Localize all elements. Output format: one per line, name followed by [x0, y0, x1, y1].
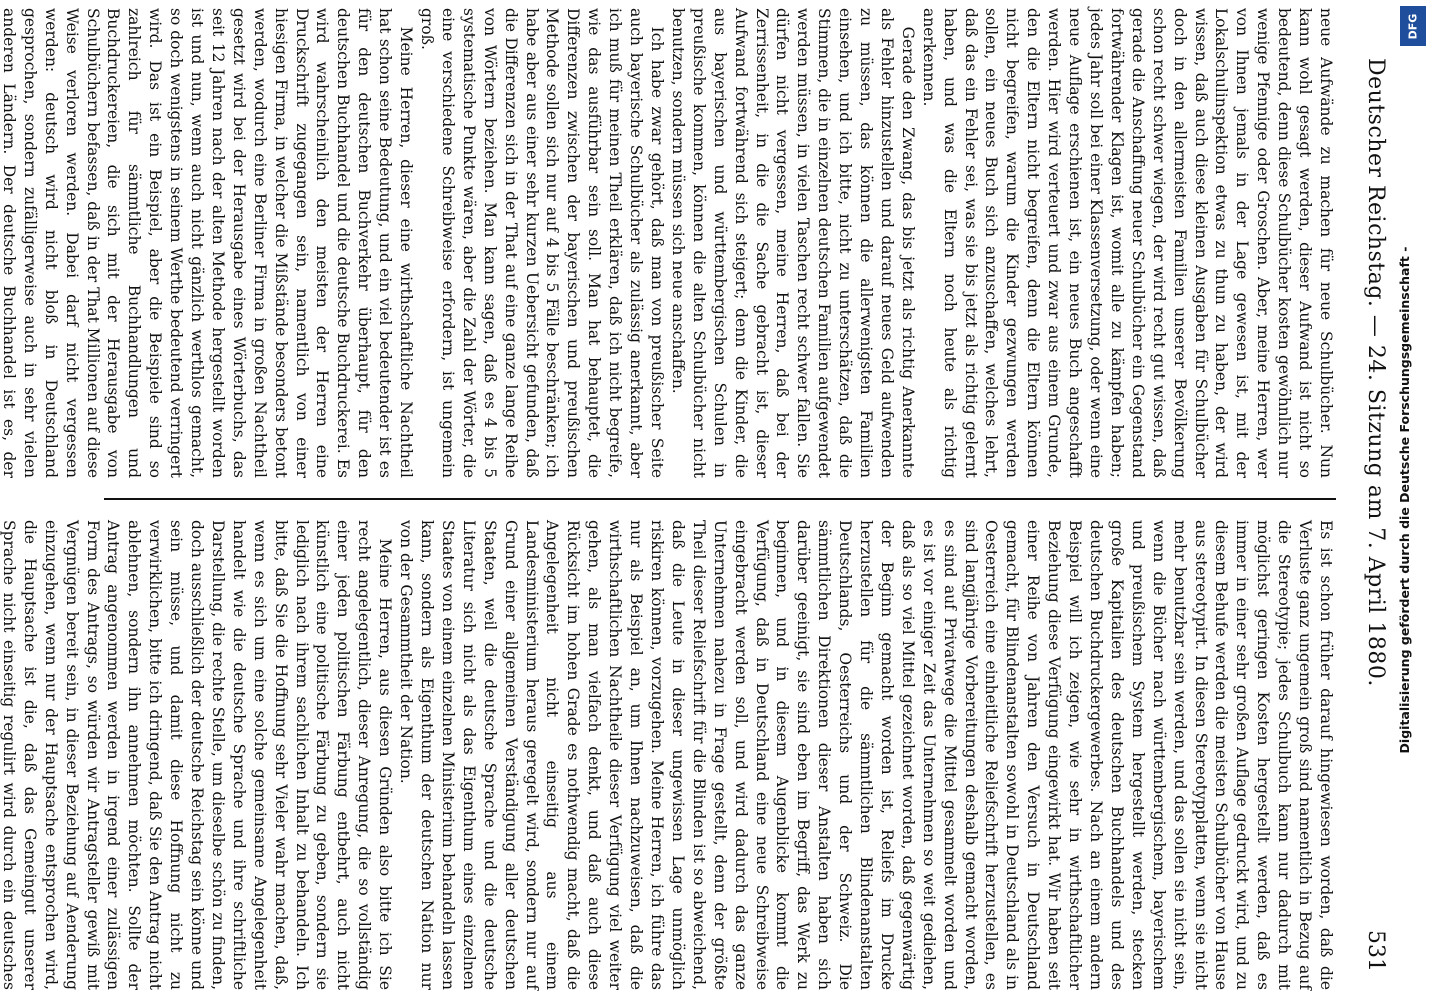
dfg-logo	[1400, 6, 1426, 46]
right-paragraph-2: Meine Herren, aus diesen Gründen also bitte ich Sie recht angelegentlich, dieser Anregung, die so vollständig einer jeden politischen Färbung entbehrt, auch nicht künstlich eine politische Färbung zu geben, sondern sie lediglich nach ihrem sachlichen Inhalt zu behandeln. Ich bitte, daß Sie die Hoffnung sehr Vieler wahr machen, daß, wenn es sich um eine solche gemeinsame Angelegenheit handelt wie die deutsche Sprache und ihre schriftliche Darstellung, die rechte Stelle, um dieselbe schön zu finden, doch ausschließlich der deutsche Reichstag sein könne und sein müsse, und damit diese Hoffnung nicht zu verwirklichen, bitte ich dringend, daß Sie den Antrag nicht ablehnen, sondern ihn annehmen möchten. Sollte der Antrag angenommen werden in irgend einer zulässigen Form des Antrags, so würden wir Antragsteller gewiß mit Vergnügen bereit sein, in dieser Beziehung auf Aenderung einzugehen, wenn nur der Hauptsache entsprochen wird, die Hauptsache ist die, daß das Gemeingut unserer Sprache nicht einseitig regulirt wird durch ein deutsches	[0, 520, 395, 990]
column-divider	[104, 498, 1336, 500]
dfg-logo-text: DFG	[1406, 13, 1420, 39]
digitization-credit	[1390, 0, 1420, 1000]
right-column	[0, 520, 1336, 990]
running-head	[1354, 0, 1394, 1000]
left-paragraph-2: Gerade den Zwang, das bis jetzt als richtig Anerkannte als Fehler hinzustellen und darauf neues Geld aufwenden zu müssen, das können die allerwenigsten Familien einsehen, und ich bitte, nicht zu unterschätzen, daß die Stimmen, die in einzelnen deutschen Familien aufgewendet werden müssen, in vielen Taschen recht schwer fallen. Sie dürfen nicht vergessen, meine Herren, daß bei der Zerrissenheit, in die die Sache gebracht ist, dieser Aufwand fortwährend sich steigert; denn die Kinder, die aus bayerischen und württembergischen Schulen in preußische kommen, können die alten Schulbücher nicht benutzen, sondern müssen sich neue anschaffen.	[668, 8, 917, 478]
right-paragraph-1: Es ist schon früher darauf hingewiesen worden, daß die Verluste ganz ungemein groß sind namentlich in Bezug auf die Stereotypie; jedes Schulbuch kann nur dadurch mit möglichst geringen Kosten hergestellt werden, daß es immer in einer sehr großen Auflage gedruckt wird, und zu diesem Behufe werden die meisten Schulbücher von Hause aus stereotypirt. In diesen Stereotypplatten, wenn sie nicht mehr benutzbar sein werden, und das sollen sie nicht sein, wenn die Bücher nach württembergischem, bayerischem und preußischem System hergestellt werden, stecken große Kapitalien des deutschen Buchhandels und des deutschen Buchdruckergewerbes. Nach an einem andern Beispiel will ich zeigen, wie sehr in wirthschaftlicher Beziehung diese Verfügung eingewirkt hat. Wir haben seit einer Reihe von Jahren den Versuch in Deutschland gemacht, für Blindenanstalten sowohl in Deutschland als in Oesterreich eine einheitliche Reliefschrift herzustellen, es sind langjährige Vorbereitungen deshalb gemacht worden, es sind auf Privatwege die Mittel gesammelt worden und es ist vor einiger Zeit das Unternehmen so weit gediehen, daß als so viel Mittel gezeichnet worden, daß gegenwärtig der Beginn gemacht worden ist, Reliefs im Drucke herzustellen für die sämmtlichen Blindenanstalten Deutschlands, Oesterreichs und der Schweiz. Die sämmtlichen Direktionen dieser Anstalten haben sich darüber geeinigt, sie sind eben im Begriff, das Werk zu beginnen, und in diesem Augenblicke kommt die Verfügung, daß in Deutschland eine neue Schreibweise eingebracht werden soll, und wird dadurch das ganze Unternehmen nahezu in Frage gestellt, denn der größte Theil dieser Reliefschrift für die Blinden ist so abweichend, daß die Leute in dieser ungewissen Lage unmöglich riskiren können, vorzugehen. Meine Herren, ich führe das nur als Beispiel an, um Ihnen nachzuweisen, daß die wirthschaftlichen Nachtheile dieser Verfügung viel weiter gehen, als man vielfach denkt, und daß auch diese Rücksicht im hohen Grade es nothwendig macht, daß die Angelegenheit nicht einseitig aus einem Landesministerium heraus geregelt wird, sondern nur auf Grund einer allgemeinen Verständigung aller deutschen Staaten, weil die deutsche Sprache und die deutsche Literatur sich nicht als das Eigenthum eines einzelnen Staates von einem einzelnen Ministerium behandeln lassen kann, sondern als Eigenthum der deutschen Nation nur von der Gesammtheit der Nation.	[397, 520, 1335, 990]
left-paragraph-1: neue Aufwände zu machen für neue Schulbücher. Nun kann wohl gesagt werden, dieser Aufwand ist nicht so bedeutend, denn diese Schulbücher kosten gewöhnlich nur wenige Pfennige oder Groschen. Aber, meine Herren, wer von Ihnen jemals in der Lage gewesen ist, mit der Lokalschulinspektion etwas zu thun zu haben, der wird wissen, daß auch diese kleinen Ausgaben für Schulbücher doch in den allermeisten Familien unserer Bevölkerung schon recht schwer wiegen, der wird recht gut wissen, daß gerade die Anschaffung neuer Schulbücher ein Gegenstand fortwährender Klagen ist, womit alle zu kämpfen haben; jedes Jahr soll bei einer Klassenversetzung, oder wenn eine neue Auflage erschienen ist, ein neues Buch angeschafft werden. Hier wird verteuert und zwar aus einem Grunde, den die Eltern nicht begreifen, denn die Eltern können nicht begreifen, warum die Kinder gezwungen werden sollen, ein neues Buch sich anzuschaffen, welches lehrt, daß das ein Fehler sei, was sie bis jetzt als richtig gelernt haben, und was die Eltern noch heute als richtig anerkennen.	[919, 8, 1335, 478]
page-header-title: Deutscher Reichstag. — 24. Sitzung am 7. April 1880.	[1363, 58, 1388, 687]
left-column	[0, 8, 1336, 478]
left-paragraph-3: Ich habe zwar gehört, daß man von preußischer Seite auch bayerische Schulbücher als zulässig anerkannt, aber ich muß für meinen Theil erklären, daß ich nicht begreife, wie das ausführbar sein soll. Man hat behauptet, die Differenzen zwischen der bayerischen und preußischen Methode sollen sich nur auf 4 bis 5 Fälle beschränken; ich habe aber aus einer sehr kurzen Uebersicht gefunden, daß die Differenzen sich in der That auf eine ganze lange Reihe von Wörtern beziehen. Man kann sagen, daß es 4 bis 5 systematische Punkte wären, aber die Zahl der Wörter, die eine verschiedene Schreibweise erfordern, ist ungemein groß.	[418, 8, 666, 478]
credit-text: Digitalisierung gefördert durch die Deutsche Forschungsgemeinschaft -	[1397, 246, 1412, 754]
left-paragraph-4: Meine Herren, dieser eine wirthschaftliche Nachtheil hat schon seine Bedeutung, und ein viel bedeutender ist es für den deutschen Buchverkehr überhaupt, für den deutschen Buchhandel und die deutsche Buchdruckerei. Es wird wahrscheinlich den meisten der Herren eine Druckschrift zugegangen sein, namentlich von einer hiesigen Firma, in welcher die Mißstände besonders betont werden, wodurch eine Berliner Firma in großen Nachtheil gesetzt wird bei der Herausgabe eines Wörterbuchs, das seit 12 Jahren nach der alten Methode hergestellt worden ist und nun, wenn auch nicht gänzlich werthlos gemacht, so doch wenigstens in seinem Werthe bedeutend verringert wird. Das ist ein Beispiel, aber die Beispiele sind so zahlreich für sämmtliche Buchhandlungen und Buchdruckereien, die sich mit der Herausgabe von Schulbüchern befassen, daß in der That Millionen auf diese Weise verloren werden. Dabei darf nicht vergessen werden: deutsch wird nicht bloß in Deutschland gesprochen, sondern zufälligerweise auch in sehr vielen anderen Ländern. Der deutsche Buchhandel ist es, der	[0, 8, 416, 478]
page-number: 531	[1363, 930, 1388, 972]
